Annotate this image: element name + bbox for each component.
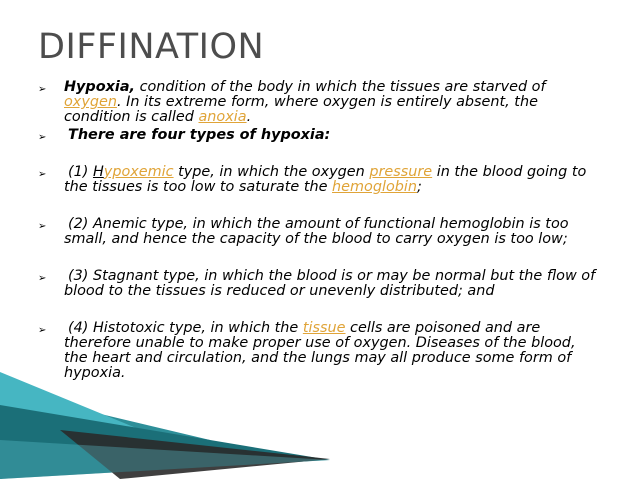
link-hemoglobin[interactable]: hemoglobin <box>332 179 418 195</box>
bullet-text: (3) Stagnant type, in which the blood is or may be normal but the flow of blood to the tissues is reduced or unevenly distributed; and <box>64 268 596 299</box>
link-pressure[interactable]: pressure <box>369 164 433 180</box>
bullet-hypoxia-definition <box>38 80 598 125</box>
bullet-type-2 <box>38 217 598 247</box>
bullet-text: (4) Histotoxic type, in which the <box>68 320 303 336</box>
bullet-text: (2) Anemic type, in which the amount of functional hemoglobin is too small, and hence the capacity of the blood to carry oxygen is too low; <box>64 216 569 247</box>
bullet-text: . <box>246 109 252 125</box>
bullet-text: condition of the body in which the tissues are starved of <box>135 79 546 95</box>
bullet-text: type, in which the oxygen <box>173 164 370 180</box>
bullet-text: ; <box>417 179 422 195</box>
arrow-bullet-icon: ➢ <box>38 221 47 232</box>
bullet-list <box>38 80 598 381</box>
bullet-type-3 <box>38 269 598 299</box>
link-oxygen[interactable]: oxygen <box>64 94 117 110</box>
bullet-text: in the blood going to the tissues is too low to saturate the <box>64 164 587 195</box>
arrow-bullet-icon: ➢ <box>38 169 47 180</box>
types-heading: There are four types of hypoxia: <box>68 127 331 143</box>
bullet-number: (1) <box>68 164 93 180</box>
bullet-type-4 <box>38 321 598 381</box>
term-hypoxia: Hypoxia, <box>64 79 136 95</box>
arrow-bullet-icon: ➢ <box>38 132 47 143</box>
arrow-bullet-icon: ➢ <box>38 273 47 284</box>
arrow-bullet-icon: ➢ <box>38 325 47 336</box>
link-tissue[interactable]: tissue <box>302 320 346 336</box>
underlined-letter: H <box>92 164 104 180</box>
bullet-type-1 <box>38 165 598 195</box>
arrow-bullet-icon: ➢ <box>38 84 47 95</box>
bullet-text: cells are poisoned and are therefore unable to make proper use of oxygen. Diseases of the blood, the heart and circulation, and the lungs may all produce some form of hypoxia. <box>64 320 576 381</box>
bullet-text: . In its extreme form, where oxygen is entirely absent, the condition is called <box>64 94 538 125</box>
link-anoxia[interactable]: anoxia <box>198 109 247 125</box>
bullet-types-heading <box>38 128 598 143</box>
slide-title: DIFFINATION <box>38 27 265 67</box>
link-hypoxemic[interactable]: ypoxemic <box>103 164 174 180</box>
